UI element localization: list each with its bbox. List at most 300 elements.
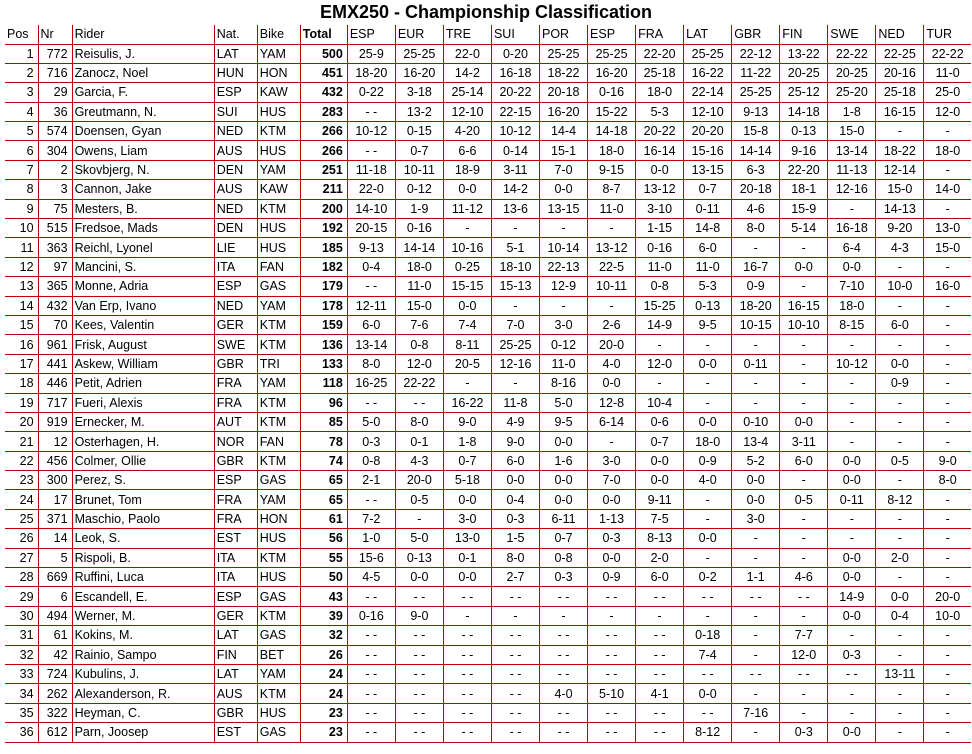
bike-cell: KAW	[257, 180, 300, 199]
total-points-cell: 39	[300, 606, 347, 625]
race-result-cell: 12-0	[395, 354, 443, 373]
race-result-cell: 0-9	[588, 568, 636, 587]
race-result-cell: 20-25	[780, 63, 828, 82]
race-result-cell: - -	[395, 587, 443, 606]
header-round: POR	[540, 25, 588, 44]
race-result-cell: -	[395, 509, 443, 528]
race-result-cell: 20-22	[491, 83, 539, 102]
position-cell: 25	[5, 509, 38, 528]
race-result-cell: 3-0	[588, 451, 636, 470]
race-result-cell: 10-0	[924, 606, 971, 625]
race-result-cell: 10-16	[443, 238, 491, 257]
race-result-cell: 10-11	[395, 160, 443, 179]
table-row	[5, 509, 971, 528]
race-result-cell: 0-0	[540, 180, 588, 199]
race-result-cell: 14-18	[780, 102, 828, 121]
race-result-cell: 15-0	[828, 122, 876, 141]
rider-number-cell: 14	[38, 529, 72, 548]
race-result-cell: 8-11	[443, 335, 491, 354]
race-result-cell: - -	[636, 645, 684, 664]
race-result-cell: 22-22	[395, 374, 443, 393]
race-result-cell: 20-5	[443, 354, 491, 373]
race-result-cell: -	[684, 548, 732, 567]
race-result-cell: 0-3	[828, 645, 876, 664]
race-result-cell: 25-12	[780, 83, 828, 102]
race-result-cell: -	[588, 219, 636, 238]
bike-cell: KTM	[257, 606, 300, 625]
race-result-cell: -	[828, 626, 876, 645]
race-result-cell: 4-1	[636, 684, 684, 703]
race-result-cell: 11-8	[491, 393, 539, 412]
nationality-cell: FIN	[214, 645, 257, 664]
race-result-cell: -	[876, 257, 924, 276]
rider-number-cell: 446	[38, 374, 72, 393]
position-cell: 1	[5, 44, 38, 63]
race-result-cell: 9-5	[540, 412, 588, 431]
race-result-cell: - -	[443, 684, 491, 703]
race-result-cell: -	[876, 432, 924, 451]
race-result-cell: -	[540, 296, 588, 315]
race-result-cell: 0-0	[443, 180, 491, 199]
race-result-cell: 20-20	[684, 122, 732, 141]
race-result-cell: 13-14	[347, 335, 395, 354]
race-result-cell: -	[876, 393, 924, 412]
nationality-cell: AUT	[214, 412, 257, 431]
race-result-cell: 0-0	[588, 490, 636, 509]
race-result-cell: 10-14	[540, 238, 588, 257]
bike-cell: HUS	[257, 238, 300, 257]
race-result-cell: -	[828, 335, 876, 354]
race-result-cell: 10-12	[828, 354, 876, 373]
race-result-cell: - -	[491, 626, 539, 645]
race-result-cell: 25-25	[588, 44, 636, 63]
table-row	[5, 257, 971, 276]
rider-name-cell: Cannon, Jake	[72, 180, 214, 199]
race-result-cell: 5-18	[443, 471, 491, 490]
race-result-cell: 14-9	[828, 587, 876, 606]
race-result-cell: -	[588, 296, 636, 315]
race-result-cell: - -	[347, 393, 395, 412]
nationality-cell: FRA	[214, 490, 257, 509]
race-result-cell: 4-5	[347, 568, 395, 587]
race-result-cell: - -	[347, 723, 395, 742]
race-result-cell: 9-5	[684, 315, 732, 334]
race-result-cell: 4-20	[443, 122, 491, 141]
race-result-cell: 1-5	[491, 529, 539, 548]
position-cell: 7	[5, 160, 38, 179]
race-result-cell: 20-0	[588, 335, 636, 354]
table-row	[5, 374, 971, 393]
race-result-cell: 1-15	[636, 219, 684, 238]
race-result-cell: 0-0	[684, 412, 732, 431]
race-result-cell: 11-0	[924, 63, 971, 82]
table-row	[5, 219, 971, 238]
race-result-cell: -	[684, 509, 732, 528]
race-result-cell: 13-22	[780, 44, 828, 63]
race-result-cell: 0-0	[443, 490, 491, 509]
race-result-cell: 14-13	[876, 199, 924, 218]
race-result-cell: 13-0	[443, 529, 491, 548]
race-result-cell: 0-8	[347, 451, 395, 470]
nationality-cell: SUI	[214, 102, 257, 121]
nationality-cell: SWE	[214, 335, 257, 354]
total-points-cell: 24	[300, 665, 347, 684]
race-result-cell: -	[828, 412, 876, 431]
rider-name-cell: Leok, S.	[72, 529, 214, 548]
race-result-cell: 20-18	[732, 180, 780, 199]
race-result-cell: 4-0	[540, 684, 588, 703]
race-result-cell: 8-0	[924, 471, 971, 490]
total-points-cell: 118	[300, 374, 347, 393]
race-result-cell: - -	[540, 665, 588, 684]
rider-number-cell: 371	[38, 509, 72, 528]
nationality-cell: EST	[214, 723, 257, 742]
race-result-cell: 14-4	[540, 122, 588, 141]
race-result-cell: 16-15	[876, 102, 924, 121]
race-result-cell: 1-6	[540, 451, 588, 470]
position-cell: 19	[5, 393, 38, 412]
race-result-cell: - -	[491, 645, 539, 664]
rider-name-cell: Brunet, Tom	[72, 490, 214, 509]
race-result-cell: 0-5	[395, 490, 443, 509]
rider-name-cell: Ernecker, M.	[72, 412, 214, 431]
race-result-cell: - -	[347, 645, 395, 664]
race-result-cell: 18-22	[540, 63, 588, 82]
bike-cell: HUS	[257, 703, 300, 722]
race-result-cell: 2-0	[876, 548, 924, 567]
race-result-cell: 16-22	[443, 393, 491, 412]
race-result-cell: - -	[347, 277, 395, 296]
table-row	[5, 548, 971, 567]
race-result-cell: 0-5	[876, 451, 924, 470]
race-result-cell: - -	[540, 703, 588, 722]
bike-cell: FAN	[257, 257, 300, 276]
race-result-cell: 4-0	[684, 471, 732, 490]
rider-number-cell: 961	[38, 335, 72, 354]
race-result-cell: 0-0	[684, 354, 732, 373]
rider-name-cell: Askew, William	[72, 354, 214, 373]
bike-cell: HUS	[257, 102, 300, 121]
total-points-cell: 266	[300, 141, 347, 160]
table-row	[5, 684, 971, 703]
race-result-cell: 0-8	[540, 548, 588, 567]
race-result-cell: - -	[347, 665, 395, 684]
nationality-cell: NED	[214, 122, 257, 141]
race-result-cell: - -	[443, 665, 491, 684]
race-result-cell: -	[876, 471, 924, 490]
race-result-cell: -	[684, 335, 732, 354]
race-result-cell: -	[732, 335, 780, 354]
table-row	[5, 315, 971, 334]
bike-cell: KTM	[257, 451, 300, 470]
rider-number-cell: 61	[38, 626, 72, 645]
race-result-cell: -	[732, 723, 780, 742]
race-result-cell: -	[924, 122, 971, 141]
header-round: ESP	[588, 25, 636, 44]
race-result-cell: 20-22	[636, 122, 684, 141]
total-points-cell: 266	[300, 122, 347, 141]
bike-cell: KTM	[257, 122, 300, 141]
race-result-cell: -	[876, 568, 924, 587]
bike-cell: FAN	[257, 432, 300, 451]
race-result-cell: 3-11	[780, 432, 828, 451]
race-result-cell: 16-22	[684, 63, 732, 82]
race-result-cell: 8-12	[876, 490, 924, 509]
race-result-cell: -	[876, 335, 924, 354]
race-result-cell: 15-8	[732, 122, 780, 141]
position-cell: 31	[5, 626, 38, 645]
race-result-cell: - -	[588, 703, 636, 722]
race-result-cell: 9-0	[395, 606, 443, 625]
race-result-cell: - -	[347, 703, 395, 722]
rider-name-cell: Colmer, Ollie	[72, 451, 214, 470]
header-round: ESP	[347, 25, 395, 44]
race-result-cell: -	[780, 393, 828, 412]
rider-number-cell: 494	[38, 606, 72, 625]
race-result-cell: -	[828, 509, 876, 528]
total-points-cell: 136	[300, 335, 347, 354]
total-points-cell: 283	[300, 102, 347, 121]
race-result-cell: 9-0	[924, 451, 971, 470]
race-result-cell: 1-9	[395, 199, 443, 218]
rider-name-cell: Maschio, Paolo	[72, 509, 214, 528]
header-round: GBR	[732, 25, 780, 44]
race-result-cell: 13-12	[588, 238, 636, 257]
race-result-cell: 12-16	[491, 354, 539, 373]
race-result-cell: 0-1	[395, 432, 443, 451]
header-nr: Nr	[38, 25, 72, 44]
nationality-cell: AUS	[214, 180, 257, 199]
bike-cell: YAM	[257, 160, 300, 179]
race-result-cell: 0-13	[684, 296, 732, 315]
table-row	[5, 645, 971, 664]
race-result-cell: -	[780, 548, 828, 567]
race-result-cell: 12-0	[636, 354, 684, 373]
race-result-cell: 0-13	[780, 122, 828, 141]
table-row	[5, 606, 971, 625]
race-result-cell: 7-16	[732, 703, 780, 722]
bike-cell: BET	[257, 645, 300, 664]
race-result-cell: 5-14	[780, 219, 828, 238]
race-result-cell: - -	[491, 703, 539, 722]
table-row	[5, 471, 971, 490]
race-result-cell: 0-11	[732, 354, 780, 373]
rider-number-cell: 70	[38, 315, 72, 334]
race-result-cell: 4-0	[588, 354, 636, 373]
nationality-cell: NED	[214, 296, 257, 315]
rider-number-cell: 300	[38, 471, 72, 490]
bike-cell: KTM	[257, 412, 300, 431]
race-result-cell: -	[924, 529, 971, 548]
rider-number-cell: 36	[38, 102, 72, 121]
rider-name-cell: Fueri, Alexis	[72, 393, 214, 412]
race-result-cell: 7-10	[828, 277, 876, 296]
race-result-cell: 20-15	[347, 219, 395, 238]
race-result-cell: 12-10	[443, 102, 491, 121]
race-result-cell: -	[732, 548, 780, 567]
race-result-cell: 20-0	[924, 587, 971, 606]
race-result-cell: 6-0	[491, 451, 539, 470]
race-result-cell: 15-6	[347, 548, 395, 567]
race-result-cell: -	[924, 199, 971, 218]
race-result-cell: 6-4	[828, 238, 876, 257]
race-result-cell: 0-1	[443, 548, 491, 567]
position-cell: 3	[5, 83, 38, 102]
rider-name-cell: Van Erp, Ivano	[72, 296, 214, 315]
rider-name-cell: Fredsoe, Mads	[72, 219, 214, 238]
rider-name-cell: Perez, S.	[72, 471, 214, 490]
race-result-cell: 9-11	[636, 490, 684, 509]
total-points-cell: 23	[300, 723, 347, 742]
race-result-cell: 25-18	[636, 63, 684, 82]
rider-name-cell: Owens, Liam	[72, 141, 214, 160]
race-result-cell: -	[732, 626, 780, 645]
race-result-cell: 22-15	[491, 102, 539, 121]
race-result-cell: -	[876, 296, 924, 315]
race-result-cell: -	[924, 723, 971, 742]
race-result-cell: -	[924, 432, 971, 451]
rider-name-cell: Kokins, M.	[72, 626, 214, 645]
race-result-cell: 6-0	[636, 568, 684, 587]
header-round: NED	[876, 25, 924, 44]
nationality-cell: DEN	[214, 219, 257, 238]
bike-cell: HUS	[257, 219, 300, 238]
race-result-cell: - -	[347, 102, 395, 121]
race-result-cell: -	[588, 606, 636, 625]
bike-cell: KTM	[257, 684, 300, 703]
rider-name-cell: Alexanderson, R.	[72, 684, 214, 703]
race-result-cell: 0-5	[780, 490, 828, 509]
table-row	[5, 122, 971, 141]
table-row	[5, 296, 971, 315]
race-result-cell: 6-0	[347, 315, 395, 334]
race-result-cell: 0-3	[540, 568, 588, 587]
race-result-cell: 1-0	[347, 529, 395, 548]
bike-cell: HUS	[257, 568, 300, 587]
race-result-cell: -	[924, 374, 971, 393]
position-cell: 24	[5, 490, 38, 509]
race-result-cell: 25-25	[491, 335, 539, 354]
race-result-cell: 13-12	[636, 180, 684, 199]
race-result-cell: 15-16	[684, 141, 732, 160]
race-result-cell: 8-0	[491, 548, 539, 567]
race-result-cell: -	[732, 374, 780, 393]
nationality-cell: GBR	[214, 703, 257, 722]
race-result-cell: 16-15	[780, 296, 828, 315]
race-result-cell: 3-18	[395, 83, 443, 102]
race-result-cell: 0-0	[732, 471, 780, 490]
race-result-cell: - -	[395, 665, 443, 684]
race-result-cell: 6-0	[684, 238, 732, 257]
rider-number-cell: 97	[38, 257, 72, 276]
total-points-cell: 451	[300, 63, 347, 82]
race-result-cell: -	[780, 703, 828, 722]
race-result-cell: -	[443, 374, 491, 393]
race-result-cell: -	[828, 432, 876, 451]
race-result-cell: 8-0	[347, 354, 395, 373]
rider-name-cell: Mesters, B.	[72, 199, 214, 218]
table-row	[5, 665, 971, 684]
bike-cell: HON	[257, 509, 300, 528]
race-result-cell: -	[491, 374, 539, 393]
rider-name-cell: Rainio, Sampo	[72, 645, 214, 664]
rider-name-cell: Werner, M.	[72, 606, 214, 625]
race-result-cell: 3-0	[443, 509, 491, 528]
race-result-cell: 0-10	[732, 412, 780, 431]
race-result-cell: - -	[684, 587, 732, 606]
rider-number-cell: 515	[38, 219, 72, 238]
position-cell: 28	[5, 568, 38, 587]
table-row	[5, 160, 971, 179]
table-row	[5, 393, 971, 412]
race-result-cell: -	[876, 529, 924, 548]
race-result-cell: 13-2	[395, 102, 443, 121]
race-result-cell: -	[780, 354, 828, 373]
total-points-cell: 133	[300, 354, 347, 373]
race-result-cell: 25-25	[684, 44, 732, 63]
position-cell: 14	[5, 296, 38, 315]
race-result-cell: 5-0	[540, 393, 588, 412]
table-row	[5, 238, 971, 257]
header-round: SUI	[491, 25, 539, 44]
race-result-cell: 4-3	[395, 451, 443, 470]
bike-cell: YAM	[257, 490, 300, 509]
race-result-cell: 7-5	[636, 509, 684, 528]
race-result-cell: 11-13	[828, 160, 876, 179]
position-cell: 34	[5, 684, 38, 703]
race-result-cell: -	[924, 315, 971, 334]
race-result-cell: 1-1	[732, 568, 780, 587]
rider-number-cell: 432	[38, 296, 72, 315]
race-result-cell: 7-0	[491, 315, 539, 334]
race-result-cell: 8-7	[588, 180, 636, 199]
header-round: SWE	[828, 25, 876, 44]
rider-number-cell: 29	[38, 83, 72, 102]
nationality-cell: LAT	[214, 626, 257, 645]
race-result-cell: -	[828, 684, 876, 703]
race-result-cell: 16-14	[636, 141, 684, 160]
race-result-cell: -	[780, 335, 828, 354]
race-result-cell: 2-0	[636, 548, 684, 567]
race-result-cell: 18-20	[732, 296, 780, 315]
table-row	[5, 102, 971, 121]
rider-number-cell: 716	[38, 63, 72, 82]
race-result-cell: 9-0	[443, 412, 491, 431]
race-result-cell: -	[443, 219, 491, 238]
race-result-cell: 0-12	[540, 335, 588, 354]
rider-name-cell: Escandell, E.	[72, 587, 214, 606]
race-result-cell: 0-0	[780, 257, 828, 276]
race-result-cell: 0-9	[684, 451, 732, 470]
total-points-cell: 23	[300, 703, 347, 722]
race-result-cell: - -	[347, 684, 395, 703]
rider-name-cell: Osterhagen, H.	[72, 432, 214, 451]
race-result-cell: - -	[443, 723, 491, 742]
nationality-cell: LAT	[214, 44, 257, 63]
table-row	[5, 63, 971, 82]
position-cell: 12	[5, 257, 38, 276]
race-result-cell: -	[732, 393, 780, 412]
race-result-cell: -	[876, 703, 924, 722]
race-result-cell: - -	[636, 587, 684, 606]
rider-name-cell: Frisk, August	[72, 335, 214, 354]
nationality-cell: ITA	[214, 548, 257, 567]
race-result-cell: - -	[395, 645, 443, 664]
race-result-cell: 0-0	[588, 374, 636, 393]
race-result-cell: -	[828, 393, 876, 412]
total-points-cell: 182	[300, 257, 347, 276]
race-result-cell: 18-10	[491, 257, 539, 276]
